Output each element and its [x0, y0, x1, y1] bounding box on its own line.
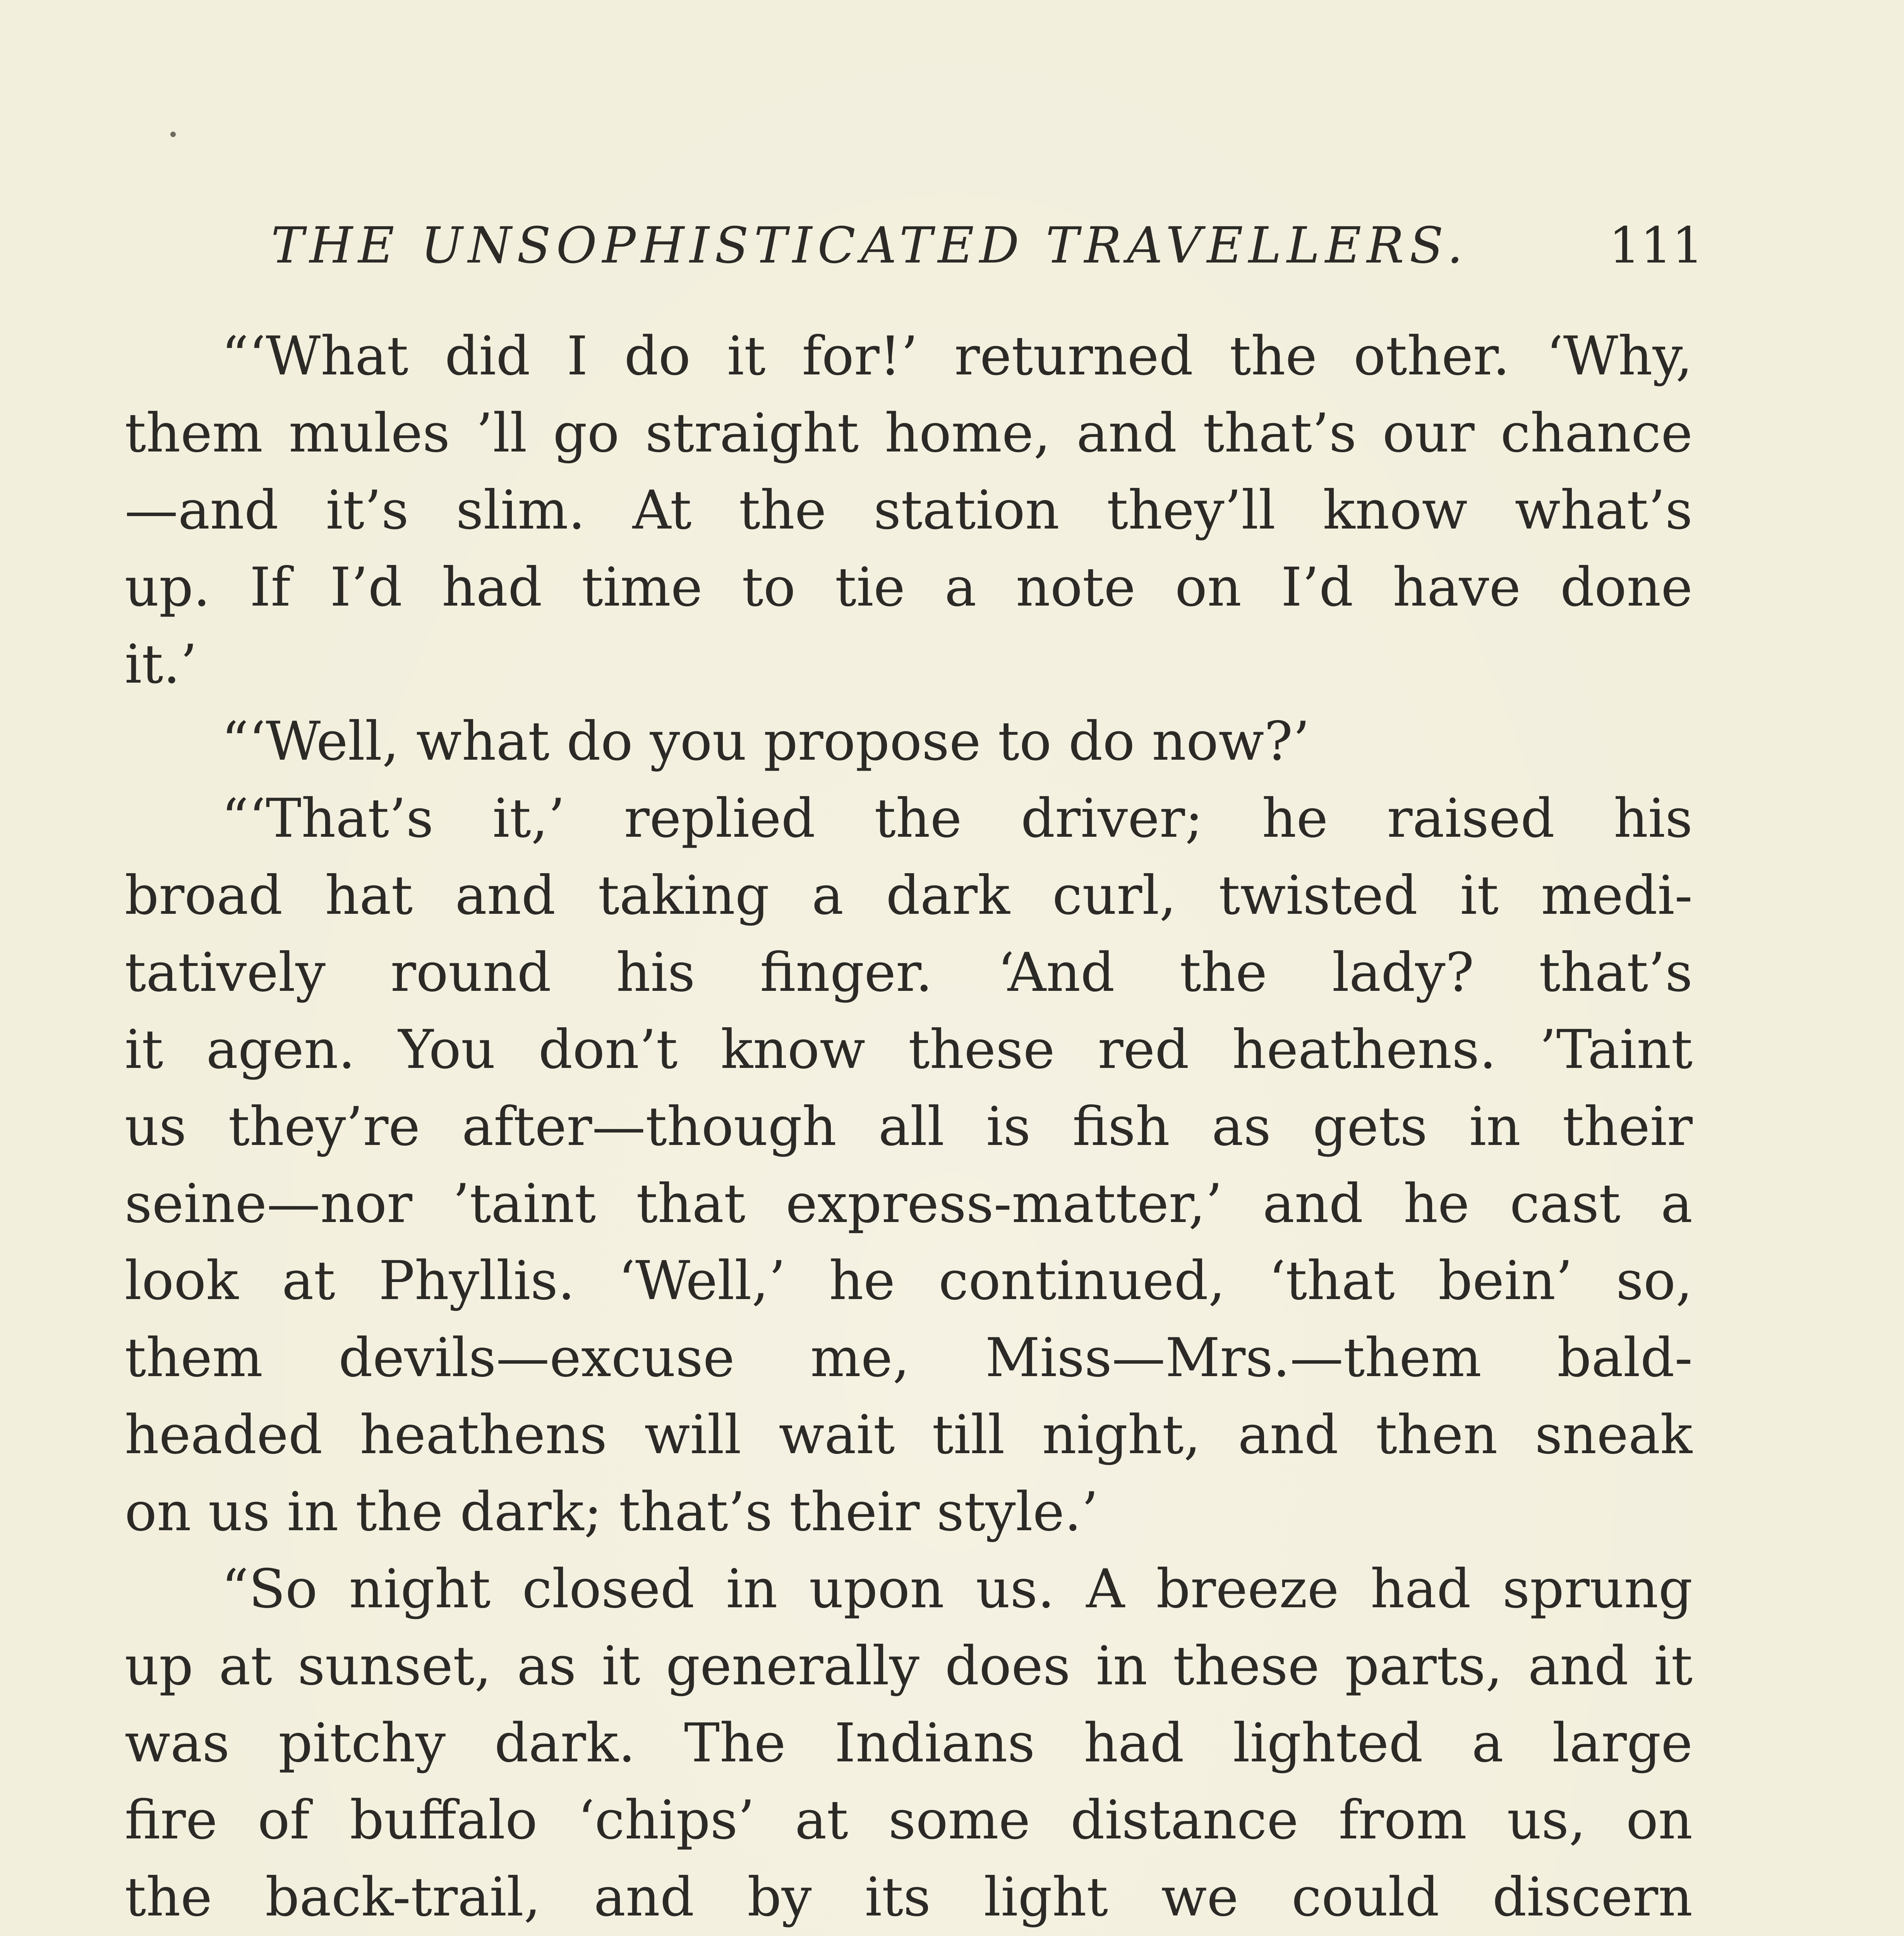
text-line: seine—nor ’taint that express-matter,’ and he cast a — [125, 1172, 1693, 1235]
ink-speck — [170, 132, 176, 137]
running-title: THE UNSOPHISTICATED TRAVELLERS. — [271, 217, 1468, 275]
text-line: was pitchy dark. The Indians had lighted a large — [125, 1712, 1693, 1774]
text-line: “So night closed in upon us. A breeze had sprung — [221, 1558, 1693, 1620]
text-line: it agen. You don’t know these red heathens. ’Taint — [125, 1018, 1693, 1081]
text-line: on us in the dark; that’s their style.’ — [125, 1481, 1099, 1543]
text-line: headed heathens will wait till night, and then sneak — [125, 1404, 1693, 1466]
text-line: “‘That’s it,’ replied the driver; he raised his — [221, 787, 1693, 850]
text-line: it.’ — [125, 633, 197, 695]
text-line: —and it’s slim. At the station they’ll know what’s — [125, 479, 1693, 541]
body-text — [125, 318, 1693, 1936]
text-line: “‘Well, what do you propose to do now?’ — [221, 710, 1310, 772]
text-line: “‘What did I do it for!’ returned the other. ‘Why, — [221, 325, 1693, 387]
text-line: look at Phyllis. ‘Well,’ he continued, ‘that bein’ so, — [125, 1249, 1693, 1312]
text-line: the back-trail, and by its light we could discern — [125, 1866, 1693, 1928]
text-line: broad hat and taking a dark curl, twisted it medi- — [125, 864, 1693, 927]
page-header — [271, 217, 1703, 287]
page-number: 111 — [1609, 217, 1703, 275]
text-line: us they’re after—though all is fish as gets in their — [125, 1095, 1693, 1158]
text-line: up at sunset, as it generally does in these parts, and it — [125, 1635, 1693, 1697]
text-line: tatively round his finger. ‘And the lady? that’s — [125, 941, 1693, 1004]
text-line: fire of buffalo ‘chips’ at some distance from us, on — [125, 1789, 1693, 1851]
text-line: them devils—excuse me, Miss—Mrs.—them bald- — [125, 1327, 1693, 1389]
text-line: them mules ’ll go straight home, and that’s our chance — [125, 402, 1693, 464]
text-line: up. If I’d had time to tie a note on I’d have done — [125, 556, 1693, 618]
